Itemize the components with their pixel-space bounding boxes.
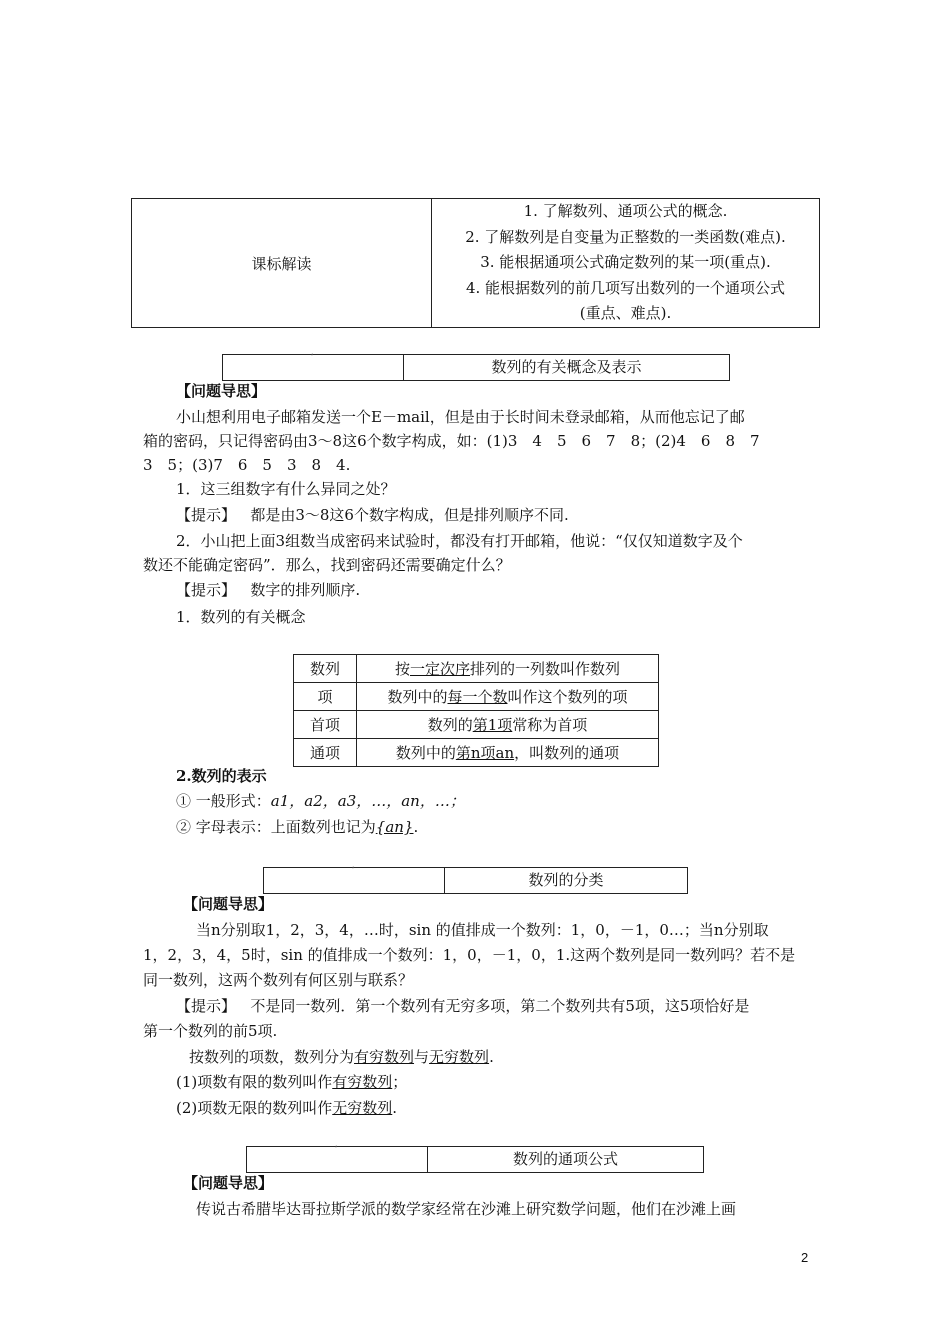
goal-item: 2. 了解数列是自变量为正整数的一类函数(难点). — [465, 227, 786, 246]
table-row — [294, 711, 659, 739]
goals-list — [432, 199, 820, 328]
question: 2．小山把上面3组数当成密码来试验时，都没有打开邮箱，他说：“仅仅知道数字及个 — [176, 532, 743, 550]
hint-text: 数字的排列顺序. — [250, 581, 361, 599]
term-cell: 首项 — [294, 711, 357, 739]
guide-heading: 【问题导思】 — [176, 382, 267, 400]
paragraph-line: 小山想利用电子邮箱发送一个E－mail，但是由于长时间未登录邮箱，从而他忘记了邮 — [176, 408, 745, 426]
paragraph-line: 当n分别取1，2，3，4，…时，sin 的值排成一个数列：1，0，－1，0…；当n分别取 — [196, 921, 769, 939]
section-title: 数列的有关概念及表示 — [491, 358, 642, 376]
term-cell: 通项 — [294, 739, 357, 767]
paragraph-line: 同一数列，这两个数列有何区别与联系？ — [143, 971, 414, 989]
goal-item: 4. 能根据数列的前几项写出数列的一个通项公式 — [465, 278, 786, 297]
definition-cell: 按一定次序排列的一列数叫作数列 — [357, 655, 659, 683]
section-title: 数列的通项公式 — [512, 1150, 618, 1168]
definition-cell: 数列中的每一个数叫作这个数列的项 — [357, 683, 659, 711]
hint-text: 都是由3～8这6个数字构成，但是排列顺序不同. — [250, 506, 569, 524]
paragraph-line: 3 5；(3)7 6 5 3 8 4. — [143, 456, 351, 474]
table-row — [294, 683, 659, 711]
term-cell: 数列 — [294, 655, 357, 683]
question: 数还不能确定密码”．那么，找到密码还需要确定什么？ — [143, 556, 511, 574]
guide-heading: 【问题导思】 — [183, 895, 274, 913]
definition-cell: 数列的第1项常称为首项 — [357, 711, 659, 739]
goal-item: (重点、难点). — [579, 304, 672, 323]
table-row — [294, 739, 659, 767]
classification-item: (1)项数有限的数列叫作有穷数列； — [176, 1073, 408, 1091]
hint-label: 【提示】 — [176, 506, 237, 524]
term-cell: 项 — [294, 683, 357, 711]
goals-label: 课标解读 — [132, 199, 432, 328]
hint-label: 【提示】 — [176, 581, 237, 599]
hint — [176, 994, 749, 1018]
paragraph-line: 箱的密码，只记得密码由3～8这6个数字构成，如：(1)3 4 5 6 7 8；(2)4 6 8 7 — [143, 432, 760, 450]
section-title: 数列的分类 — [528, 871, 604, 889]
goal-item: 3. 能根据通项公式确定数列的某一项(重点). — [480, 253, 771, 272]
paragraph-line: 传说古希腊毕达哥拉斯学派的数学家经常在沙滩上研究数学问题，他们在沙滩上画 — [196, 1200, 737, 1218]
classification-item: (2)项数无限的数列叫作无穷数列. — [176, 1099, 398, 1117]
hint-label: 【提示】 — [176, 997, 237, 1015]
representation-letter: ② 字母表示：上面数列也记为{an}. — [176, 818, 419, 836]
subheading: 1．数列的有关概念 — [176, 608, 306, 626]
representation-general: ① 一般形式：a1，a2，a3，…，an，…； — [176, 792, 465, 810]
goal-item: 1. 了解数列、通项公式的概念. — [523, 202, 728, 220]
paragraph-line: 1，2，3，4，5时，sin 的值排成一个数列：1，0，－1，0，1.这两个数列是同一数列吗？若不是 — [143, 946, 796, 964]
hint — [176, 578, 360, 602]
classification: 按数列的项数，数列分为有穷数列与无穷数列. — [189, 1048, 494, 1066]
table-row — [294, 655, 659, 683]
hint-text: 不是同一数列．第一个数列有无穷多项，第二个数列共有5项，这5项恰好是 — [250, 997, 750, 1015]
section-header-2: ʹ 数列的分类 — [263, 867, 688, 894]
definition-table — [293, 654, 659, 767]
hint-text: 第一个数列的前5项. — [143, 1022, 278, 1040]
subheading: 2.数列的表示 — [176, 767, 267, 785]
goals-table — [131, 198, 820, 328]
hint — [176, 503, 569, 527]
guide-heading: 【问题导思】 — [183, 1174, 274, 1192]
section-header-1: ʹ 数列的有关概念及表示 — [222, 354, 730, 381]
question: 1．这三组数字有什么异同之处？ — [176, 480, 396, 498]
page-number: 2 — [801, 1250, 809, 1265]
section-header-3: ʹ 数列的通项公式 — [246, 1146, 704, 1173]
definition-cell: 数列中的第n项an，叫数列的通项 — [357, 739, 659, 767]
